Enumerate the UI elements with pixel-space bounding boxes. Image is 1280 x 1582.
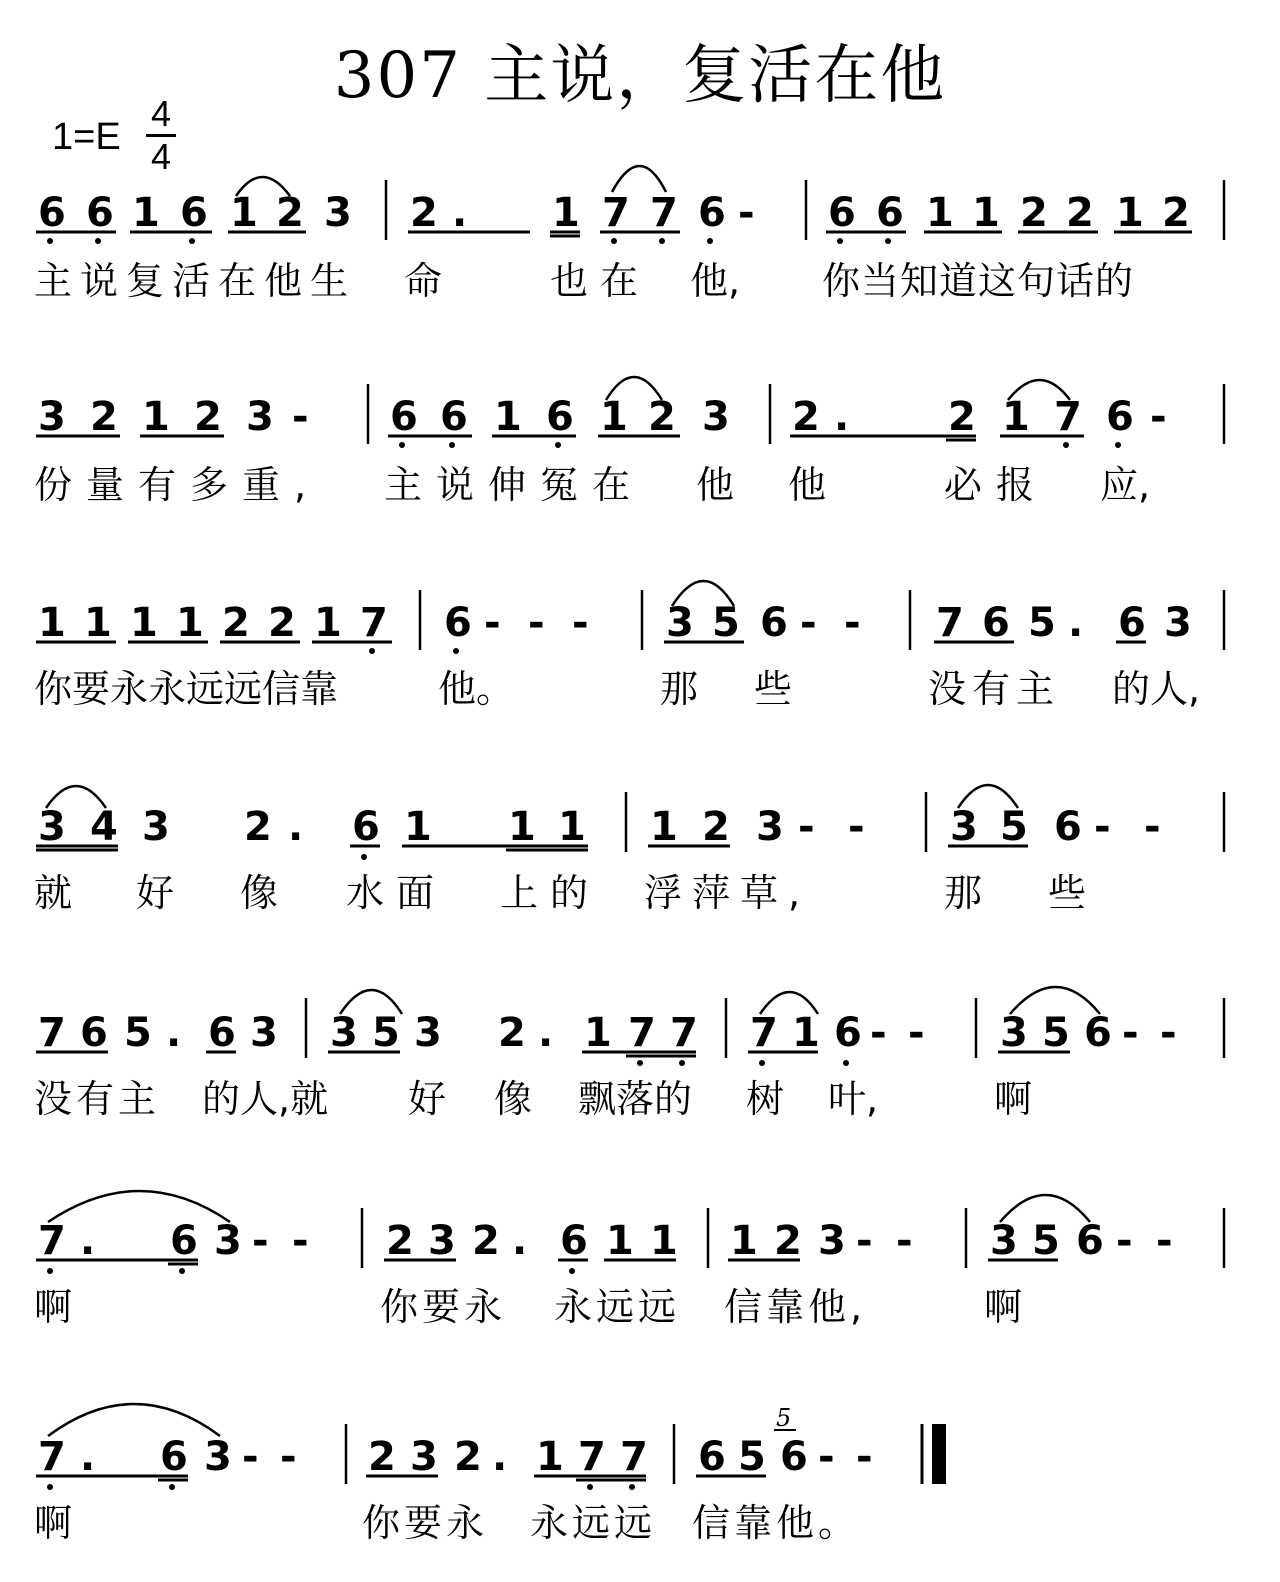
note: 3 xyxy=(38,394,66,440)
note: - xyxy=(1150,394,1167,440)
note: - xyxy=(1116,1218,1133,1264)
note: 3 xyxy=(666,600,694,646)
note: 6 xyxy=(1054,804,1082,850)
note: . xyxy=(834,394,850,440)
system-5 xyxy=(34,987,1224,1121)
note: 3 xyxy=(1164,600,1192,646)
note: 1 xyxy=(650,804,678,850)
note: 3 xyxy=(428,1218,456,1264)
lyric: 你要永 xyxy=(380,1285,507,1329)
lyric: 信靠他。 xyxy=(692,1501,861,1545)
note: 7 xyxy=(38,1434,66,1480)
lyric: 主说伸冤在 xyxy=(384,463,645,507)
note: 3 xyxy=(214,1218,242,1264)
note: 3 xyxy=(246,394,274,440)
note: 2 xyxy=(276,190,304,236)
note: 5 xyxy=(1000,804,1028,850)
octave-dots xyxy=(47,238,891,244)
note: . xyxy=(1068,600,1084,646)
lyric: 份量有多重, xyxy=(34,463,321,507)
note: 6 xyxy=(1118,600,1146,646)
note: 7 xyxy=(628,1010,656,1056)
note: - xyxy=(1160,1010,1177,1056)
note: 2 xyxy=(194,394,222,440)
note: 1 xyxy=(536,1434,564,1480)
note: 7 xyxy=(38,1010,66,1056)
note: 7 xyxy=(1054,394,1082,440)
note: 3 xyxy=(142,804,170,850)
note: 6 xyxy=(390,394,418,440)
slur xyxy=(48,1404,220,1436)
note: 6 xyxy=(170,1218,198,1264)
lyric: 必报 xyxy=(944,463,1049,507)
note: 2 xyxy=(454,1434,482,1480)
time-signature-top: 4 xyxy=(150,93,172,134)
lyric: 你要永 xyxy=(362,1501,489,1545)
lyric: 就 xyxy=(34,871,73,915)
octave-dots xyxy=(47,1484,635,1490)
note: 1 xyxy=(494,394,522,440)
note: 2 xyxy=(1066,190,1094,236)
note: 6 xyxy=(1106,394,1134,440)
note: 7 xyxy=(650,190,678,236)
note: . xyxy=(492,1434,508,1480)
note: 2 xyxy=(1020,190,1048,236)
note: 3 xyxy=(414,1010,442,1056)
note: 3 xyxy=(324,190,352,236)
time-signature-bottom: 4 xyxy=(150,136,172,177)
lyric: 的人, xyxy=(1112,667,1201,711)
lyric: 那 xyxy=(944,871,983,915)
lyric: 的人,就 xyxy=(202,1077,329,1121)
note: - xyxy=(848,804,865,850)
note: 5 xyxy=(1032,1218,1060,1264)
note: 3 xyxy=(38,804,66,850)
lyric: 命 xyxy=(404,259,443,303)
note: 5 xyxy=(712,600,740,646)
lyric: 应, xyxy=(1100,463,1151,507)
note: 7 xyxy=(578,1434,606,1480)
note: - xyxy=(572,600,589,646)
note: - xyxy=(870,1010,887,1056)
note: 3 xyxy=(250,1010,278,1056)
note: 2 xyxy=(702,804,730,850)
note: 2 xyxy=(90,394,118,440)
note: 1 xyxy=(230,190,258,236)
note: 3 xyxy=(330,1010,358,1056)
note: . xyxy=(538,1010,554,1056)
note: 5 xyxy=(372,1010,400,1056)
beam-lines xyxy=(36,1476,766,1480)
note: 6 xyxy=(80,1010,108,1056)
note: 7 xyxy=(936,600,964,646)
note: 1 xyxy=(730,1218,758,1264)
note: 2 xyxy=(244,804,272,850)
note: - xyxy=(1094,804,1111,850)
note: 5 xyxy=(1028,600,1056,646)
note: - xyxy=(484,600,501,646)
note: 4 xyxy=(90,804,118,850)
note: 1 xyxy=(132,190,160,236)
octave-dots xyxy=(47,1268,575,1274)
lyric: 好 xyxy=(408,1077,447,1121)
note: . xyxy=(80,1218,96,1264)
note: 1 xyxy=(558,804,586,850)
note: - xyxy=(908,1010,925,1056)
note: 3 xyxy=(756,804,784,850)
note: 1 xyxy=(176,600,204,646)
note: 1 xyxy=(142,394,170,440)
lyric: 飘落的 xyxy=(578,1077,693,1121)
note: 6 xyxy=(698,190,726,236)
lyric: 啊 xyxy=(994,1077,1033,1121)
note: 1 xyxy=(314,600,342,646)
note: 2 xyxy=(410,190,438,236)
note: 1 xyxy=(650,1218,678,1264)
note: 5 xyxy=(124,1010,152,1056)
note: 2 xyxy=(268,600,296,646)
note: - xyxy=(280,1434,297,1480)
note: - xyxy=(844,600,861,646)
lyric: 主说复活在他生 xyxy=(34,259,357,303)
lyric: 水面 xyxy=(346,871,447,915)
note: - xyxy=(252,1218,269,1264)
lyric: 些 xyxy=(1048,871,1087,915)
note: 2 xyxy=(222,600,250,646)
note: . xyxy=(288,804,304,850)
note: 6 xyxy=(698,1434,726,1480)
note: - xyxy=(856,1218,873,1264)
song-title: 307 主说，复活在他 xyxy=(333,39,947,113)
system-4 xyxy=(34,785,1224,915)
note: - xyxy=(818,1434,835,1480)
lyric: 他 xyxy=(788,463,827,507)
lyric: 些 xyxy=(754,667,793,711)
lyric: 他, xyxy=(690,259,741,303)
note: - xyxy=(800,600,817,646)
note: 6 xyxy=(876,190,904,236)
lyric: 上的 xyxy=(500,871,601,915)
note: 7 xyxy=(38,1218,66,1264)
lyric: 他。 xyxy=(438,667,515,711)
note: 1 xyxy=(600,394,628,440)
note: 2 xyxy=(948,394,976,440)
note: 3 xyxy=(818,1218,846,1264)
note: - xyxy=(292,1218,309,1264)
lyric: 也在 xyxy=(550,259,651,303)
note: 3 xyxy=(1000,1010,1028,1056)
note: 6 xyxy=(160,1434,188,1480)
note: 1 xyxy=(552,190,580,236)
system-6 xyxy=(34,1191,1224,1329)
lyric: 啊 xyxy=(34,1501,73,1545)
octave-dots xyxy=(637,1060,849,1066)
note: 3 xyxy=(950,804,978,850)
note: 2 xyxy=(648,394,676,440)
note: 3 xyxy=(702,394,730,440)
note: 7 xyxy=(670,1010,698,1056)
note: 6 xyxy=(440,394,468,440)
system-1 xyxy=(34,166,1224,303)
note: 1 xyxy=(792,1010,820,1056)
note: - xyxy=(292,394,309,440)
note: 6 xyxy=(560,1218,588,1264)
note: 1 xyxy=(926,190,954,236)
note: . xyxy=(80,1434,96,1480)
system-7 xyxy=(34,1404,946,1545)
note: 1 xyxy=(1116,190,1144,236)
lyric: 他 xyxy=(696,463,735,507)
note: - xyxy=(738,190,755,236)
note: 2 xyxy=(1162,190,1190,236)
lyric: 树 xyxy=(746,1077,785,1121)
lyric: 永远远 xyxy=(530,1501,657,1545)
octave-dots xyxy=(369,648,459,654)
lyric: 像 xyxy=(494,1077,533,1121)
note: 6 xyxy=(834,1010,862,1056)
note: 6 xyxy=(352,804,380,850)
note: 7 xyxy=(360,600,388,646)
note: 7 xyxy=(750,1010,778,1056)
note: 1 xyxy=(584,1010,612,1056)
lyric: 信靠他, xyxy=(724,1285,867,1329)
note: 7 xyxy=(620,1434,648,1480)
note: 2 xyxy=(368,1434,396,1480)
note: 5 xyxy=(1042,1010,1070,1056)
note: - xyxy=(856,1434,873,1480)
note: 6 xyxy=(982,600,1010,646)
note: - xyxy=(896,1218,913,1264)
note: 2 xyxy=(386,1218,414,1264)
lyric: 没有主 xyxy=(34,1077,161,1121)
note: 2 xyxy=(472,1218,500,1264)
lyric: 浮萍草, xyxy=(644,871,811,915)
note: 1 xyxy=(972,190,1000,236)
note: 6 xyxy=(828,190,856,236)
note: 1 xyxy=(1002,394,1030,440)
lyric: 没有主 xyxy=(928,667,1061,711)
note: . xyxy=(512,1218,528,1264)
note: 6 xyxy=(1076,1218,1104,1264)
note: 6 xyxy=(180,190,208,236)
note: 7 xyxy=(602,190,630,236)
lyric: 你当知道这句话的 xyxy=(822,259,1135,303)
note: 1 xyxy=(508,804,536,850)
lyric: 啊 xyxy=(34,1285,73,1329)
lyric: 好 xyxy=(136,871,175,915)
note: - xyxy=(242,1434,259,1480)
note: 5 xyxy=(738,1434,766,1480)
note: 1 xyxy=(130,600,158,646)
note: 6 xyxy=(760,600,788,646)
note: 3 xyxy=(990,1218,1018,1264)
note: - xyxy=(1144,804,1161,850)
lyric: 永远远 xyxy=(554,1285,681,1329)
note: 1 xyxy=(404,804,432,850)
lyric: 啊 xyxy=(984,1285,1023,1329)
lyric: 像 xyxy=(240,871,279,915)
system-3 xyxy=(34,581,1224,711)
lyric: 那 xyxy=(660,667,699,711)
slur xyxy=(612,166,666,192)
grace-note: 5 xyxy=(776,1404,792,1432)
lyric: 叶, xyxy=(828,1077,879,1121)
note: 1 xyxy=(38,600,66,646)
note: . xyxy=(452,190,468,236)
note: 6 xyxy=(208,1010,236,1056)
note: 2 xyxy=(774,1218,802,1264)
system-2 xyxy=(34,377,1224,507)
octave-dots xyxy=(399,442,1121,448)
note: - xyxy=(528,600,545,646)
lyric: 你要永永远远信靠 xyxy=(34,667,339,711)
final-barline-thick xyxy=(932,1424,946,1484)
note: 6 xyxy=(444,600,472,646)
note: - xyxy=(1122,1010,1139,1056)
key-signature: 1=E xyxy=(52,116,121,158)
note: 2 xyxy=(792,394,820,440)
note: 2 xyxy=(498,1010,526,1056)
note: 6 xyxy=(546,394,574,440)
note: . xyxy=(166,1010,182,1056)
note: - xyxy=(1156,1218,1173,1264)
note: 1 xyxy=(606,1218,634,1264)
slur xyxy=(48,1191,230,1222)
note: 3 xyxy=(204,1434,232,1480)
note: 6 xyxy=(86,190,114,236)
note: 6 xyxy=(1084,1010,1112,1056)
octave-dots xyxy=(361,854,367,860)
note: 3 xyxy=(410,1434,438,1480)
note: 1 xyxy=(84,600,112,646)
note: 6 xyxy=(38,190,66,236)
note: - xyxy=(798,804,815,850)
note: 6 xyxy=(780,1434,808,1480)
